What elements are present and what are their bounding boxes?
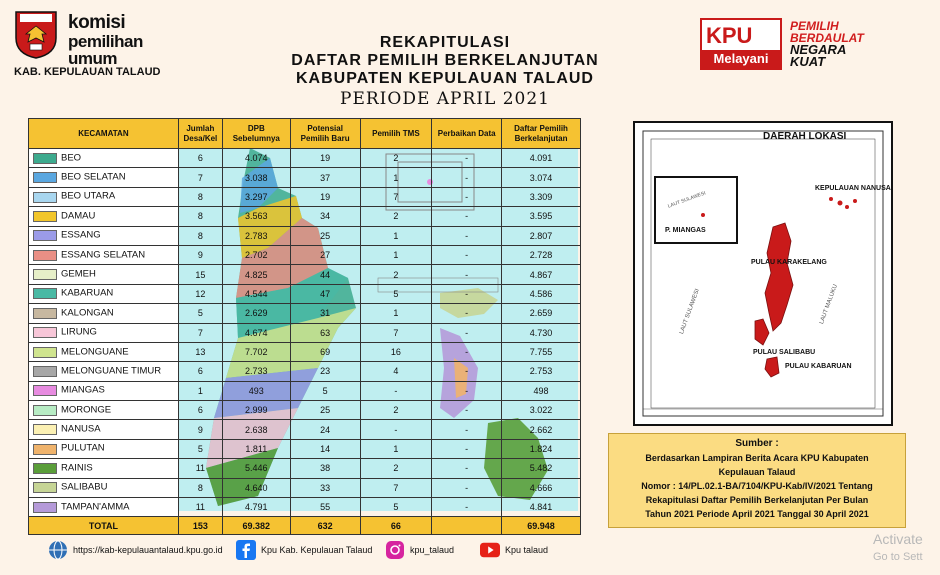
kecamatan-cell: [29, 381, 179, 400]
cell-final: 3.022: [502, 401, 581, 420]
kecamatan-name: MELONGUANE: [61, 346, 129, 358]
cell-desa: 8: [178, 478, 222, 497]
cell-tms: -: [360, 381, 432, 400]
label-kabaruan: PULAU KABARUAN: [785, 363, 852, 370]
cell-final: 3.309: [502, 187, 581, 206]
cell-final: 2.728: [502, 245, 581, 264]
source-heading: Sumber :: [735, 438, 779, 449]
kecamatan-name: BEO SELATAN: [61, 171, 126, 183]
cell-baru: 63: [290, 323, 360, 342]
legend-swatch: [33, 502, 57, 513]
cell-desa: 8: [178, 187, 222, 206]
cell-baru: 55: [290, 498, 360, 517]
cell-baru: 27: [290, 245, 360, 264]
label-miangas: P. MIANGAS: [665, 227, 706, 234]
cell-perbaikan: -: [432, 420, 502, 439]
facebook-name[interactable]: Kpu Kab. Kepulauan Talaud: [261, 545, 373, 555]
kecamatan-cell: [29, 420, 179, 439]
cell-tms: 5: [360, 498, 432, 517]
cell-dpb: 493: [222, 381, 290, 400]
kecamatan-cell: [29, 401, 179, 420]
kecamatan-cell: [29, 342, 179, 361]
table-row: [29, 420, 581, 439]
legend-swatch: [33, 405, 57, 416]
kpu-logo-text: KPU: [706, 23, 753, 48]
cell-tms: -: [360, 420, 432, 439]
legend-swatch: [33, 269, 57, 280]
cell-baru: 23: [290, 362, 360, 381]
total-baru: 632: [290, 517, 360, 535]
kecamatan-name: DAMAU: [61, 210, 96, 222]
cell-tms: 7: [360, 478, 432, 497]
cell-tms: 2: [360, 459, 432, 478]
cell-baru: 44: [290, 265, 360, 284]
kecamatan-cell: [29, 149, 179, 168]
cell-desa: 6: [178, 401, 222, 420]
title-line-3: KABUPATEN KEPULAUAN TALAUD: [296, 70, 594, 87]
total-final: 69.948: [502, 517, 581, 535]
cell-final: 5.482: [502, 459, 581, 478]
slogan-line-1: PEMILIH: [790, 19, 839, 33]
table-row: [29, 226, 581, 245]
cell-perbaikan: -: [432, 265, 502, 284]
table-row: [29, 265, 581, 284]
legend-swatch: [33, 230, 57, 241]
cell-final: 2.807: [502, 226, 581, 245]
label-karakelang: PULAU KARAKELANG: [751, 259, 827, 266]
col-header-potensial: Potensial Pemilih Baru: [290, 119, 360, 149]
source-line-5: Tahun 2021 Periode April 2021 Tanggal 30 April 2021: [645, 509, 869, 519]
youtube-name[interactable]: Kpu talaud: [505, 545, 549, 555]
kecamatan-cell: [29, 187, 179, 206]
globe-icon: [48, 540, 68, 560]
cell-perbaikan: -: [432, 381, 502, 400]
brand-line-2: pemilihan: [68, 32, 143, 51]
kecamatan-name: LIRUNG: [61, 326, 97, 338]
legend-swatch: [33, 366, 57, 377]
cell-baru: 47: [290, 284, 360, 303]
total-dpb: 69.382: [222, 517, 290, 535]
slogan-line-3: NEGARA: [790, 42, 847, 57]
cell-desa: 9: [178, 245, 222, 264]
watermark-line-2: Go to Sett: [873, 551, 923, 563]
kecamatan-cell: [29, 284, 179, 303]
cell-tms: 4: [360, 362, 432, 381]
kecamatan-cell: [29, 498, 179, 517]
legend-swatch: [33, 192, 57, 203]
legend-swatch: [33, 308, 57, 319]
cell-final: 498: [502, 381, 581, 400]
legend-swatch: [33, 250, 57, 261]
source-line-4: Rekapitulasi Daftar Pemilih Berkelanjutan Per Bulan: [645, 495, 869, 505]
cell-dpb: 1.811: [222, 439, 290, 458]
source-line-1: Berdasarkan Lampiran Berita Acara KPU Kabupaten: [645, 453, 869, 463]
melayani-text: Melayani: [702, 50, 780, 68]
footer-youtube[interactable]: [480, 540, 548, 560]
cell-tms: 5: [360, 284, 432, 303]
cell-tms: 7: [360, 187, 432, 206]
cell-dpb: 4.544: [222, 284, 290, 303]
cell-perbaikan: -: [432, 401, 502, 420]
activation-watermark: [873, 528, 923, 564]
table-row: [29, 362, 581, 381]
cell-baru: 31: [290, 304, 360, 323]
cell-final: 4.841: [502, 498, 581, 517]
cell-dpb: 2.629: [222, 304, 290, 323]
location-map-title: DAERAH LOKASI: [763, 131, 847, 142]
cell-desa: 6: [178, 149, 222, 168]
kecamatan-cell: [29, 459, 179, 478]
cell-desa: 9: [178, 420, 222, 439]
instagram-icon: [385, 540, 405, 560]
cell-perbaikan: -: [432, 284, 502, 303]
label-nanusa: KEPULAUAN NANUSA: [815, 185, 891, 192]
legend-swatch: [33, 211, 57, 222]
miangas-marker: [701, 213, 705, 217]
facebook-icon: [236, 540, 256, 560]
kecamatan-name: TAMPAN'AMMA: [61, 501, 130, 513]
table-row: [29, 245, 581, 264]
table-row: [29, 342, 581, 361]
cell-desa: 5: [178, 439, 222, 458]
kecamatan-name: MORONGE: [61, 404, 112, 416]
cell-perbaikan: -: [432, 187, 502, 206]
cell-dpb: 4.825: [222, 265, 290, 284]
kecamatan-name: BEO: [61, 152, 82, 164]
cell-final: 2.753: [502, 362, 581, 381]
label-salibabu: PULAU SALIBABU: [753, 349, 816, 356]
table-row: [29, 459, 581, 478]
kecamatan-cell: [29, 168, 179, 187]
table-row: [29, 498, 581, 517]
slogan-logo: [790, 20, 885, 72]
cell-dpb: 2.783: [222, 226, 290, 245]
cell-perbaikan: -: [432, 362, 502, 381]
cell-tms: 7: [360, 323, 432, 342]
table-row: [29, 304, 581, 323]
total-desa: 153: [178, 517, 222, 535]
title-line-2: DAFTAR PEMILIH BERKELANJUTAN: [291, 52, 599, 69]
kecamatan-name: ESSANG SELATAN: [61, 249, 146, 261]
table-row: [29, 284, 581, 303]
cell-dpb: 7.702: [222, 342, 290, 361]
cell-final: 2.662: [502, 420, 581, 439]
legend-swatch: [33, 347, 57, 358]
cell-final: 3.074: [502, 168, 581, 187]
cell-baru: 19: [290, 187, 360, 206]
cell-baru: 33: [290, 478, 360, 497]
cell-dpb: 2.733: [222, 362, 290, 381]
cell-final: 4.730: [502, 323, 581, 342]
cell-baru: 38: [290, 459, 360, 478]
cell-perbaikan: -: [432, 342, 502, 361]
kecamatan-name: SALIBABU: [61, 481, 108, 493]
legend-swatch: [33, 444, 57, 455]
cell-final: 2.659: [502, 304, 581, 323]
col-header-final: Daftar Pemilih Berkelanjutan: [502, 119, 581, 149]
kecamatan-name: RAINIS: [61, 462, 93, 474]
legend-swatch: [33, 424, 57, 435]
table-row: [29, 401, 581, 420]
cell-tms: 1: [360, 226, 432, 245]
cell-desa: 13: [178, 342, 222, 361]
slogan-line-2: BERDAULAT: [790, 31, 864, 45]
cell-tms: 1: [360, 304, 432, 323]
cell-baru: 19: [290, 149, 360, 168]
kecamatan-name: KABARUAN: [61, 287, 114, 299]
kecamatan-cell: [29, 304, 179, 323]
cell-perbaikan: -: [432, 439, 502, 458]
total-tms: 66: [360, 517, 432, 535]
cell-dpb: 3.038: [222, 168, 290, 187]
cell-desa: 8: [178, 226, 222, 245]
total-label: TOTAL: [29, 517, 179, 535]
kecamatan-cell: [29, 439, 179, 458]
brand-line-3: umum: [68, 49, 117, 68]
cell-baru: 34: [290, 207, 360, 226]
cell-baru: 24: [290, 420, 360, 439]
cell-final: 1.824: [502, 439, 581, 458]
cell-tms: 2: [360, 265, 432, 284]
cell-desa: 6: [178, 362, 222, 381]
kecamatan-name: NANUSA: [61, 423, 101, 435]
instagram-handle[interactable]: kpu_talaud: [410, 545, 455, 555]
cell-dpb: 5.446: [222, 459, 290, 478]
cell-tms: 1: [360, 439, 432, 458]
kecamatan-cell: [29, 323, 179, 342]
cell-desa: 15: [178, 265, 222, 284]
footer-instagram[interactable]: [385, 540, 454, 560]
legend-swatch: [33, 288, 57, 299]
cell-dpb: 3.297: [222, 187, 290, 206]
cell-final: 4.091: [502, 149, 581, 168]
kecamatan-name: PULUTAN: [61, 443, 105, 455]
cell-tms: 2: [360, 401, 432, 420]
cell-perbaikan: -: [432, 226, 502, 245]
table-row: [29, 323, 581, 342]
title-period: PERIODE APRIL 2021: [340, 89, 550, 109]
cell-perbaikan: -: [432, 459, 502, 478]
title-line-1: REKAPITULASI: [379, 34, 511, 51]
cell-desa: 7: [178, 323, 222, 342]
kecamatan-cell: [29, 478, 179, 497]
table-row: [29, 187, 581, 206]
kpu-logo-left: [8, 6, 183, 78]
cell-final: 4.867: [502, 265, 581, 284]
cell-tms: 2: [360, 207, 432, 226]
cell-final: 3.595: [502, 207, 581, 226]
col-header-desa: Jumlah Desa/Kel: [178, 119, 222, 149]
cell-perbaikan: -: [432, 304, 502, 323]
label-laut-maluku: LAUT MALUKU: [819, 283, 839, 326]
cell-baru: 25: [290, 401, 360, 420]
cell-desa: 7: [178, 168, 222, 187]
source-line-3: Nomor : 14/PL.02.1-BA/7104/KPU-Kab/IV/2021 Tentang: [641, 481, 873, 491]
cell-dpb: 4.640: [222, 478, 290, 497]
cell-perbaikan: -: [432, 323, 502, 342]
kecamatan-name: ESSANG: [61, 229, 101, 241]
kecamatan-name: GEMEH: [61, 268, 96, 280]
label-laut-sulawesi-small: LAUT SULAWESI: [667, 190, 707, 210]
legend-swatch: [33, 482, 57, 493]
cell-baru: 5: [290, 381, 360, 400]
cell-tms: 16: [360, 342, 432, 361]
cell-baru: 14: [290, 439, 360, 458]
cell-dpb: 4.674: [222, 323, 290, 342]
label-laut-sulawesi: LAUT SULAWESI: [679, 288, 701, 336]
table-body: [29, 149, 581, 535]
cell-perbaikan: -: [432, 149, 502, 168]
table-header-row: [29, 119, 581, 149]
cell-perbaikan: -: [432, 207, 502, 226]
col-header-dpb: DPB Sebelumnya: [222, 119, 290, 149]
cell-perbaikan: -: [432, 478, 502, 497]
table-row: [29, 207, 581, 226]
kecamatan-cell: [29, 207, 179, 226]
source-line-2: Kepulauan Talaud: [718, 467, 796, 477]
slogan-line-4: KUAT: [790, 54, 826, 69]
legend-swatch: [33, 385, 57, 396]
footer-facebook[interactable]: [236, 540, 372, 560]
location-map: [633, 121, 893, 426]
cell-desa: 5: [178, 304, 222, 323]
cell-dpb: 2.702: [222, 245, 290, 264]
kecamatan-cell: [29, 265, 179, 284]
col-header-perbaikan: Perbaikan Data: [432, 119, 502, 149]
cell-tms: 1: [360, 245, 432, 264]
cell-dpb: 4.074: [222, 149, 290, 168]
cell-desa: 11: [178, 459, 222, 478]
cell-desa: 8: [178, 207, 222, 226]
kecamatan-name: KALONGAN: [61, 307, 114, 319]
source-box: [608, 433, 906, 528]
legend-swatch: [33, 172, 57, 183]
website-url[interactable]: https://kab-kepulauantalaud.kpu.go.id: [73, 545, 223, 555]
rekap-table-area: [28, 118, 581, 531]
col-header-kecamatan: KECAMATAN: [29, 119, 179, 149]
table-row: [29, 439, 581, 458]
location-map-drawing: [635, 123, 891, 424]
kecamatan-cell: [29, 245, 179, 264]
youtube-icon: [480, 540, 500, 560]
cell-dpb: 2.638: [222, 420, 290, 439]
cell-final: 7.755: [502, 342, 581, 361]
table-row: [29, 149, 581, 168]
legend-swatch: [33, 327, 57, 338]
footer-website[interactable]: [48, 540, 223, 560]
cell-desa: 12: [178, 284, 222, 303]
legend-swatch: [33, 153, 57, 164]
cell-desa: 11: [178, 498, 222, 517]
cell-final: 4.666: [502, 478, 581, 497]
garuda-badge-icon: [12, 8, 60, 60]
cell-perbaikan: -: [432, 168, 502, 187]
region-label: KAB. KEPULAUAN TALAUD: [14, 66, 161, 78]
cell-baru: 37: [290, 168, 360, 187]
table-row: [29, 478, 581, 497]
kecamatan-cell: [29, 226, 179, 245]
cell-dpb: 4.791: [222, 498, 290, 517]
watermark-line-1: Activate: [873, 531, 923, 547]
footer: [0, 532, 940, 566]
legend-swatch: [33, 463, 57, 474]
cell-perbaikan: -: [432, 245, 502, 264]
page-title: [250, 34, 640, 109]
cell-tms: 2: [360, 149, 432, 168]
cell-baru: 69: [290, 342, 360, 361]
kecamatan-name: MELONGUANE TIMUR: [61, 365, 162, 377]
cell-tms: 1: [360, 168, 432, 187]
table-row: [29, 381, 581, 400]
brand-line-1: komisi: [68, 12, 126, 33]
cell-perbaikan: -: [432, 498, 502, 517]
cell-desa: 1: [178, 381, 222, 400]
kecamatan-name: BEO UTARA: [61, 191, 116, 203]
cell-baru: 25: [290, 226, 360, 245]
table-row: [29, 168, 581, 187]
cell-dpb: 2.999: [222, 401, 290, 420]
cell-dpb: 3.563: [222, 207, 290, 226]
kecamatan-name: MIANGAS: [61, 384, 105, 396]
cell-final: 4.586: [502, 284, 581, 303]
col-header-tms: Pemilih TMS: [360, 119, 432, 149]
kecamatan-cell: [29, 362, 179, 381]
rekap-table: [28, 118, 581, 535]
kpu-melayani-logo: [700, 18, 782, 70]
